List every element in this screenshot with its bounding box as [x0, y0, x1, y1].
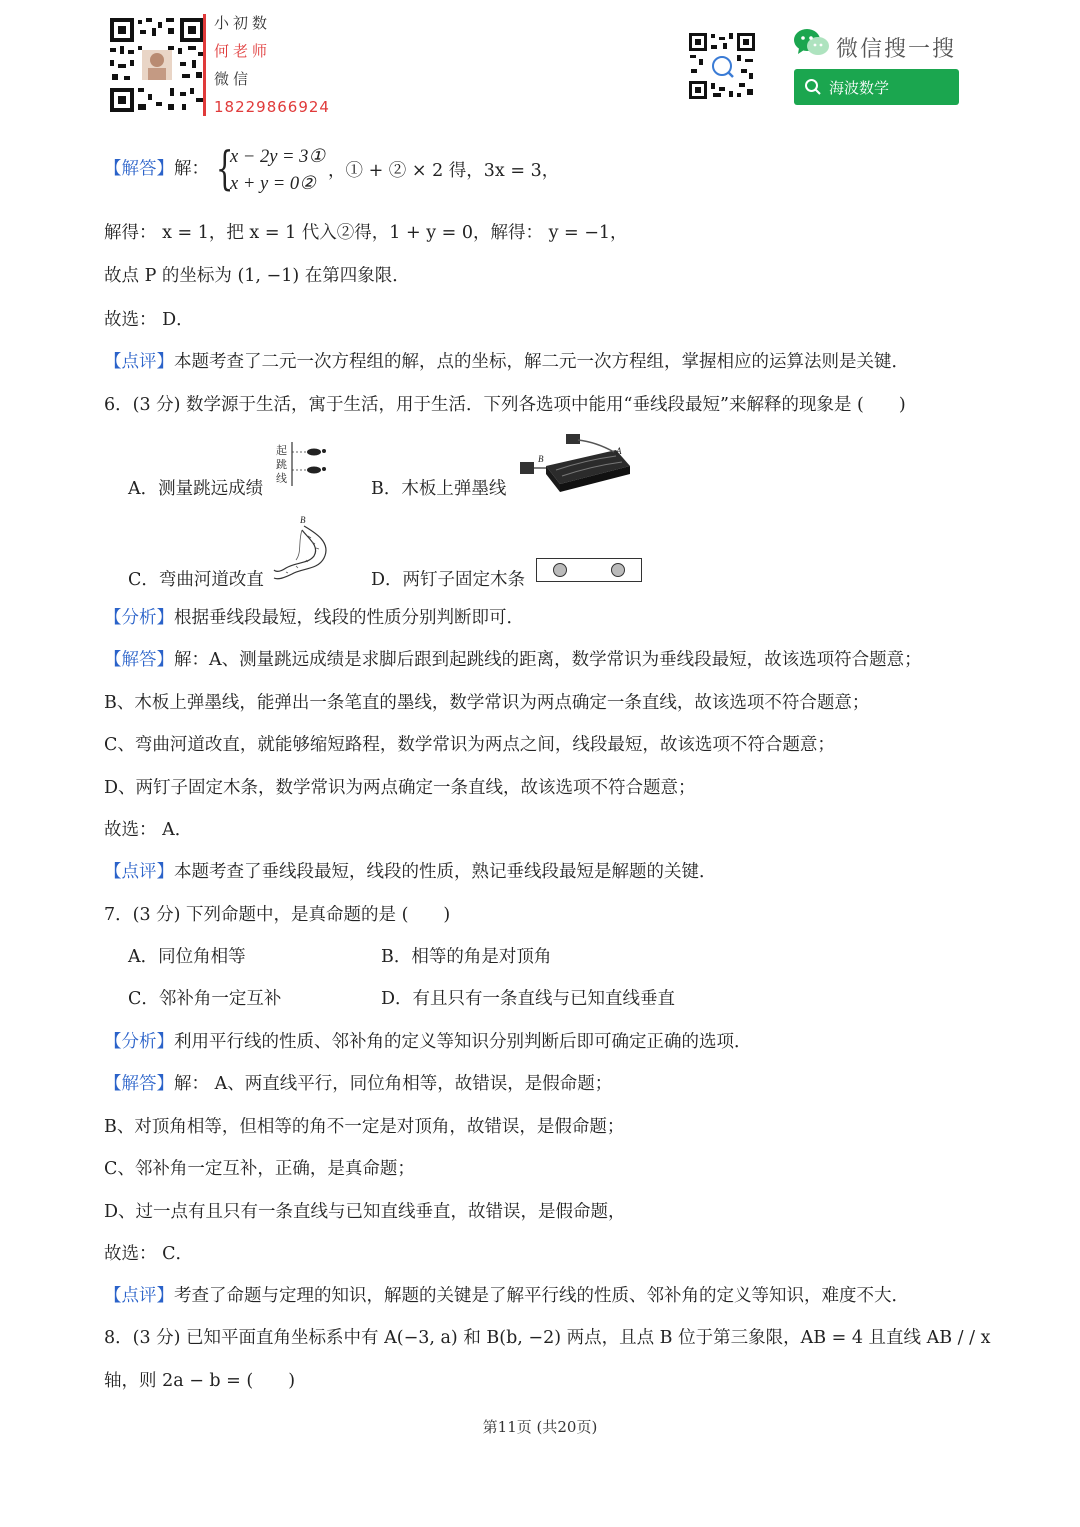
q7-analysis	[104, 1030, 752, 1054]
wechat-search-title: 微信搜一搜	[836, 37, 957, 62]
search-button[interactable]	[794, 69, 959, 105]
page-number: 第11页 (共20页)	[482, 1418, 598, 1436]
answer-intro: 解：	[174, 159, 209, 179]
q6-answer-c: C、弯曲河道改直，就能够缩短路程，数学常识为两点之间，线段最短，故该选项不符合题意；	[104, 735, 835, 755]
q7-answer-c: C、邻补角一定互补，正确，是真命题；	[104, 1159, 415, 1179]
comment-tag: 【点评】	[104, 352, 174, 372]
contact-line-2: 何老师	[214, 42, 272, 60]
q6-stem: 6．(3 分) 数学源于生活，寓于生活，用于生活．下列各选项中能用“垂线段最短”来解释的现象是 ( )	[104, 395, 906, 415]
q7-answer-a	[104, 1072, 612, 1096]
q6-option-c: C．弯曲河道改直	[128, 570, 264, 590]
red-divider	[203, 14, 206, 116]
q6-choice: 故选： A．	[104, 820, 193, 840]
q5-line-3: 故点 P 的坐标为 (1, −1) 在第四象限．	[104, 266, 410, 286]
analysis-text: 利用平行线的性质、邻补角的定义等知识分别判断后即可确定正确的选项．	[174, 1032, 752, 1052]
q8-stem: 8．(3 分) 已知平面直角坐标系中有 A(−3, a) 和 B(b, −2) 两点，且点 B 位于第三象限，AB = 4 且直线 AB / / x	[104, 1328, 991, 1348]
q5-line-2: 解得： x = 1，把 x = 1 代入②得，1 + y = 0，解得： y = −1，	[104, 223, 628, 243]
analysis-tag: 【分析】	[104, 1032, 174, 1052]
river-point-b-label: B	[300, 515, 306, 525]
answer-text: 解： A、两直线平行，同位角相等，故错误，是假命题；	[174, 1074, 613, 1094]
q5-comment	[104, 350, 909, 374]
answer-tag: 【解答】	[104, 159, 174, 179]
q5-choice: 故选： D．	[104, 310, 194, 330]
answer-tag: 【解答】	[104, 650, 174, 670]
q6-analysis	[104, 606, 524, 630]
q6-option-d: D．两钉子固定木条	[371, 570, 526, 590]
q7-option-a: A．同位角相等	[128, 947, 246, 967]
takeoff-line-label: 起	[276, 444, 287, 457]
q7-comment	[104, 1284, 909, 1308]
nail-2-icon	[611, 563, 625, 577]
q7-stem: 7．(3 分) 下列命题中，是真命题的是 ( )	[104, 905, 451, 925]
q7-option-b: B．相等的角是对顶角	[381, 947, 552, 967]
qr-code-left	[108, 16, 206, 114]
river-figure	[272, 512, 336, 592]
equation-step: ，① + ② × 2 得，3x = 3，	[328, 161, 560, 181]
comment-tag: 【点评】	[104, 1286, 174, 1306]
q8-stem-2: 轴，则 2a − b = ( )	[104, 1371, 296, 1391]
answer-tag: 【解答】	[104, 1074, 174, 1094]
analysis-text: 根据垂线段最短，线段的性质分别判断即可．	[174, 608, 524, 628]
q6-answer-d: D、两钉子固定木条，数学常识为两点确定一条直线，故该选项不符合题意；	[104, 778, 696, 798]
contact-line-3: 微信	[214, 70, 253, 88]
q7-option-c: C．邻补角一定互补	[128, 989, 282, 1009]
search-label: 海波数学	[829, 79, 890, 97]
q6-answer-a	[104, 648, 922, 672]
answer-text: 解：A、测量跳远成绩是求脚后跟到起跳线的距离，数学常识为垂线段最短，故该选项符合题意；	[174, 650, 922, 670]
comment-text: 考查了命题与定理的知识，解题的关键是了解平行线的性质、邻补角的定义等知识，难度不大．	[174, 1286, 909, 1306]
q7-answer-b: B、对顶角相等，但相等的角不一定是对顶角，故错误，是假命题；	[104, 1117, 625, 1137]
comment-tag: 【点评】	[104, 862, 174, 882]
comment-text: 本题考查了垂线段最短，线段的性质，熟记垂线段最短是解题的关键．	[174, 862, 717, 882]
qr-code-right	[687, 31, 757, 101]
svg-text:跳: 跳	[276, 458, 287, 471]
q6-option-b: B．木板上弹墨线	[371, 479, 507, 499]
q7-choice: 故选： C．	[104, 1244, 193, 1264]
q7-answer-d: D、过一点有且只有一条直线与已知直线垂直，故错误，是假命题，	[104, 1202, 626, 1222]
svg-text:线: 线	[276, 472, 287, 485]
q7-option-d: D．有且只有一条直线与已知直线垂直	[381, 989, 676, 1009]
contact-info	[214, 12, 330, 118]
q6-option-a: A．测量跳远成绩	[128, 479, 264, 499]
equation-brace: {	[215, 141, 234, 195]
long-jump-figure	[272, 440, 342, 494]
point-a-label: A	[616, 446, 622, 456]
board-ink-line-figure	[516, 432, 636, 498]
contact-phone: 18229866924	[214, 98, 330, 116]
nail-1-icon	[553, 563, 567, 577]
wechat-logo-icon	[793, 28, 831, 62]
equation-1: x − 2y = 3①	[230, 147, 325, 167]
comment-text: 本题考查了二元一次方程组的解，点的坐标，解二元一次方程组，掌握相应的运算法则是关键．	[174, 352, 909, 372]
q6-comment	[104, 860, 717, 884]
analysis-tag: 【分析】	[104, 608, 174, 628]
wood-strip-figure	[536, 558, 642, 582]
contact-line-1: 小初数	[214, 14, 272, 32]
point-b-label: B	[538, 454, 544, 464]
search-icon	[804, 78, 822, 96]
q5-answer-line	[104, 157, 209, 181]
q6-answer-b: B、木板上弹墨线，能弹出一条笔直的墨线，数学常识为两点确定一条直线，故该选项不符合题意；	[104, 693, 870, 713]
equation-2: x + y = 0②	[230, 174, 316, 194]
